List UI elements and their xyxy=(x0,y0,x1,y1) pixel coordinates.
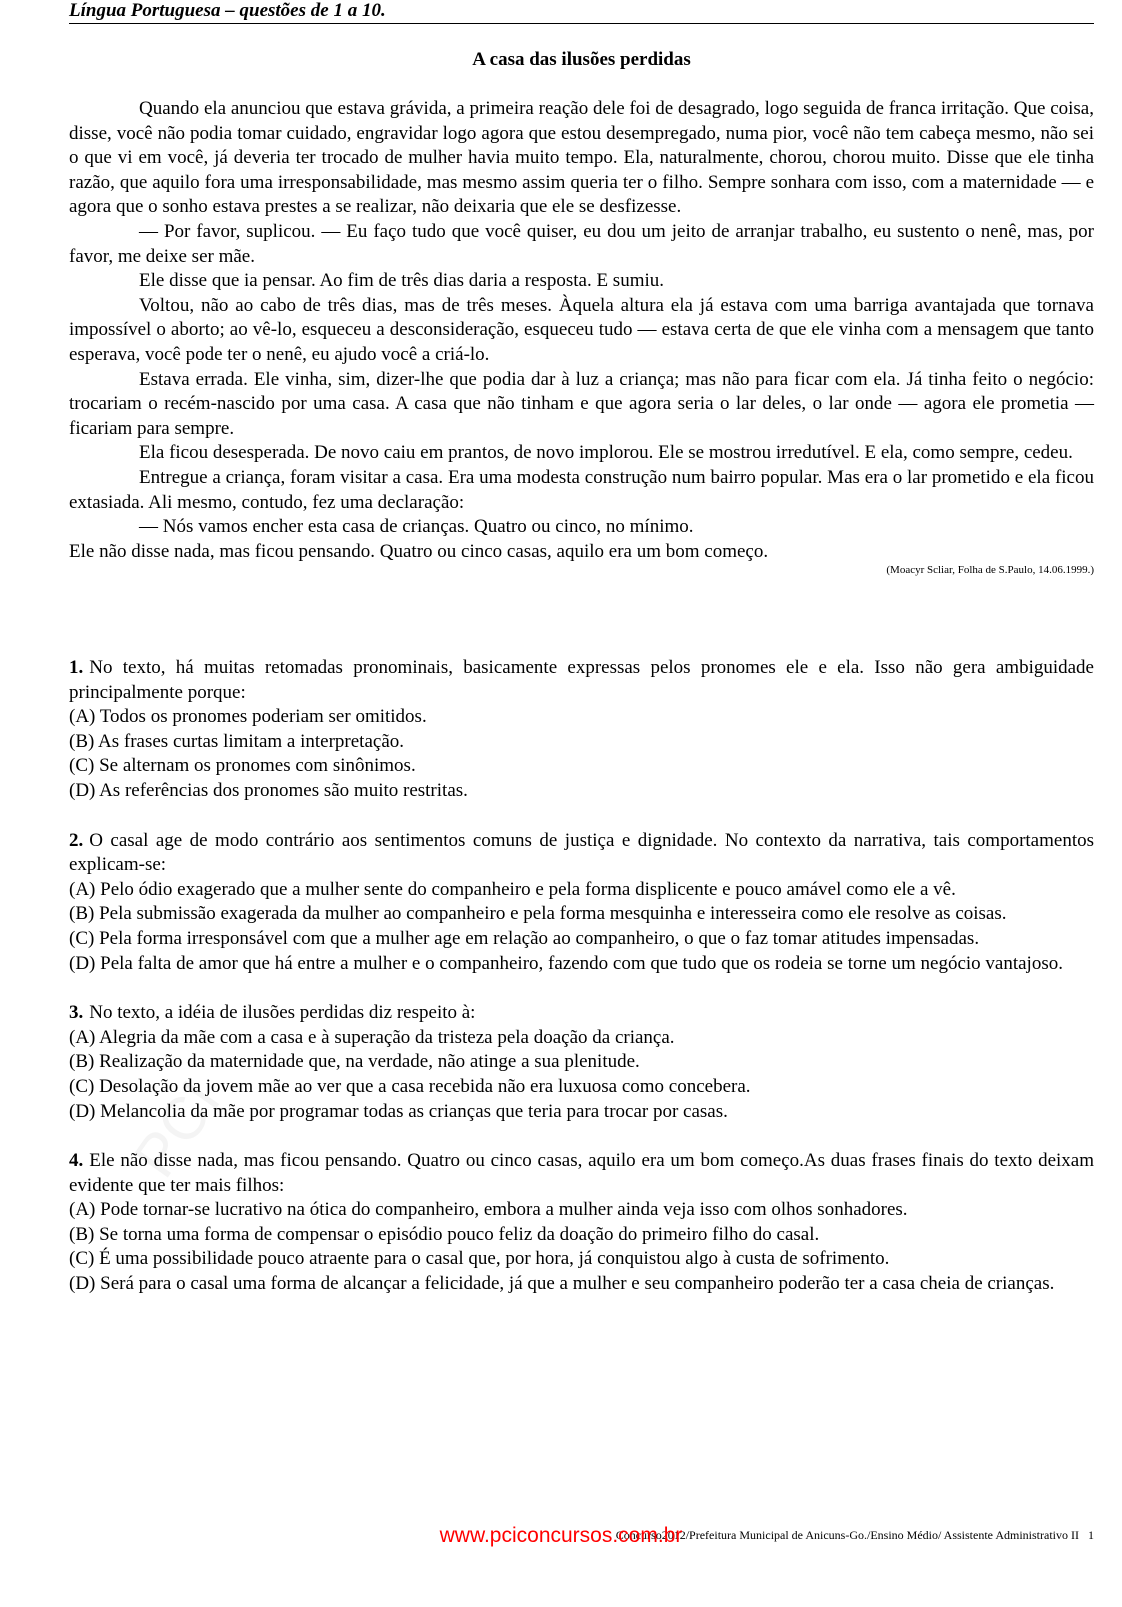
question-stem xyxy=(69,656,1094,705)
paragraph: Entregue a criança, foram visitar a casa. Era uma modesta construção num bairro popular. Mas era o lar prometido e ela ficou extasiada. Ali mesmo, contudo, fez uma declaração: xyxy=(69,466,1094,513)
answer-option: (C) Desolação da jovem mãe ao ver que a casa recebida não era luxuosa como concebera. xyxy=(69,1075,751,1097)
question-number: 4. xyxy=(69,1150,84,1172)
question-stem xyxy=(69,829,1094,878)
answer-option: (D) Melancolia da mãe por programar todas as crianças que teria para trocar por casas. xyxy=(69,1100,728,1122)
question-number: 1. xyxy=(69,657,84,678)
paragraph: Estava errada. Ele vinha, sim, dizer-lhe que podia dar à luz a criança; mas não para ficar com ela. Já tinha feito o negócio: trocariam o recém-nascido por uma casa. A casa que não tinham e que agora seria o lar deles, o lar onde — agora ele prometia — ficariam para sempre. xyxy=(69,368,1094,439)
question-text: No texto, há muitas retomadas pronominais, basicamente expressas pelos pronomes ele e ela. Isso não gera ambiguidade principalmente porque: xyxy=(69,657,1094,703)
answer-option: (A) Todos os pronomes poderiam ser omitidos. xyxy=(69,706,427,728)
question-2 xyxy=(69,829,1094,977)
site-link[interactable]: www.pciconcursos.com.br xyxy=(439,1524,683,1547)
footer-text: Concurso2012/Prefeitura Municipal de Anicuns-Go./Ensino Médio/ Assistente Administrativo II xyxy=(615,1528,1079,1542)
paragraph: — Nós vamos encher esta casa de crianças. Quatro ou cinco, no mínimo. xyxy=(139,516,694,538)
answer-option: (B) As frases curtas limitam a interpretação. xyxy=(69,730,405,752)
paragraph: Voltou, não ao cabo de três dias, mas de três meses. Àquela altura ela já estava com uma barriga avantajada que tornava impossível o aborto; ao vê-lo, esqueceu a desconsideração, esqueceu tudo — estava certa de que ele vinha com a mensagem que tanto esperava, você pode ter o nenê, eu ajudo você a criá-lo. xyxy=(69,294,1094,365)
answer-option: (D) As referências dos pronomes são muito restritas. xyxy=(69,779,468,801)
answer-option: (A) Alegria da mãe com a casa e à superação da tristeza pela doação da criança. xyxy=(69,1026,675,1048)
answer-option: (C) Pela forma irresponsável com que a mulher age em relação ao companheiro, o que o faz tomar atitudes impensadas. xyxy=(69,927,980,949)
question-number: 2. xyxy=(69,829,84,851)
article-body xyxy=(69,97,1094,577)
question-stem xyxy=(69,1001,1094,1026)
answer-option: (B) Realização da maternidade que, na verdade, não atinge a sua plenitude. xyxy=(69,1051,640,1073)
paragraph: Ela ficou desesperada. De novo caiu em prantos, de novo implorou. Ele se mostrou irredutível. E ela, como sempre, cedeu. xyxy=(139,442,1073,464)
paragraph: Ele não disse nada, mas ficou pensando. Quatro ou cinco casas, aquilo era um bom começo. xyxy=(69,540,769,562)
exam-header: Língua Portuguesa – questões de 1 a 10. xyxy=(69,0,1094,24)
question-number: 3. xyxy=(69,1002,84,1024)
question-stem xyxy=(69,1149,1094,1198)
answer-option: (C) Se alternam os pronomes com sinônimos. xyxy=(69,755,416,777)
question-1 xyxy=(69,656,1094,804)
answer-option: (D) Será para o casal uma forma de alcançar a felicidade, já que a mulher e seu companheiro poderão ter a casa cheia de crianças. xyxy=(69,1273,1055,1295)
answer-option: (A) Pelo ódio exagerado que a mulher sente do companheiro e pela forma displicente e pouco amável como ele a vê. xyxy=(69,878,956,900)
question-list xyxy=(69,656,1094,1322)
question-4 xyxy=(69,1149,1094,1297)
question-text: Ele não disse nada, mas ficou pensando. Quatro ou cinco casas, aquilo era um bom começo.As duas frases finais do texto deixam evidente que ter mais filhos: xyxy=(69,1150,1094,1196)
question-text: No texto, a idéia de ilusões perdidas diz respeito à: xyxy=(89,1002,476,1024)
article-source: (Moacyr Scliar, Folha de S.Paulo, 14.06.1999.) xyxy=(886,564,1094,577)
paragraph: Quando ela anunciou que estava grávida, a primeira reação dele foi de desagrado, logo seguida de franca irritação. Que coisa, disse, você não podia tomar cuidado, engravidar logo agora que estou desempregado, numa pior, você não tem cabeça mesmo, não sei o que vi em você, já deveria ter trocado de mulher havia muito tempo. Ela, naturalmente, chorou, chorou muito. Disse que ele tinha razão, que aquilo fora uma irresponsabilidade, mas mesmo assim queria ter o filho. Sempre sonhara com isso, com a maternidade — e agora que o sonho estava prestes a se realizar, não deixaria que ele se desfizesse. xyxy=(69,98,1094,218)
page-number: 1 xyxy=(1088,1528,1094,1542)
answer-option: (C) É uma possibilidade pouco atraente para o casal que, por hora, já conquistou algo à custa de sofrimento. xyxy=(69,1248,890,1270)
question-text: O casal age de modo contrário aos sentimentos comuns de justiça e dignidade. No contexto da narrativa, tais comportamentos explicam-se: xyxy=(69,829,1094,876)
article-title: A casa das ilusões perdidas xyxy=(472,49,691,70)
answer-option: (B) Pela submissão exagerada da mulher ao companheiro e pela forma mesquinha e interesseira como ele resolve as coisas. xyxy=(69,903,1007,925)
paragraph: Ele disse que ia pensar. Ao fim de três dias daria a resposta. E sumiu. xyxy=(139,270,665,292)
answer-option: (D) Pela falta de amor que há entre a mulher e o companheiro, fazendo com que tudo que os rodeia se torne um negócio vantajoso. xyxy=(69,952,1063,974)
answer-option: (A) Pode tornar-se lucrativo na ótica do companheiro, embora a mulher ainda veja isso com olhos sonhadores. xyxy=(69,1199,908,1221)
paragraph: — Por favor, suplicou. — Eu faço tudo que você quiser, eu dou um jeito de arranjar trabalho, eu sustento o nenê, mas, por favor, me deixe ser mãe. xyxy=(69,220,1094,267)
answer-option: (B) Se torna uma forma de compensar o episódio pouco feliz da doação do primeiro filho do casal. xyxy=(69,1223,820,1245)
